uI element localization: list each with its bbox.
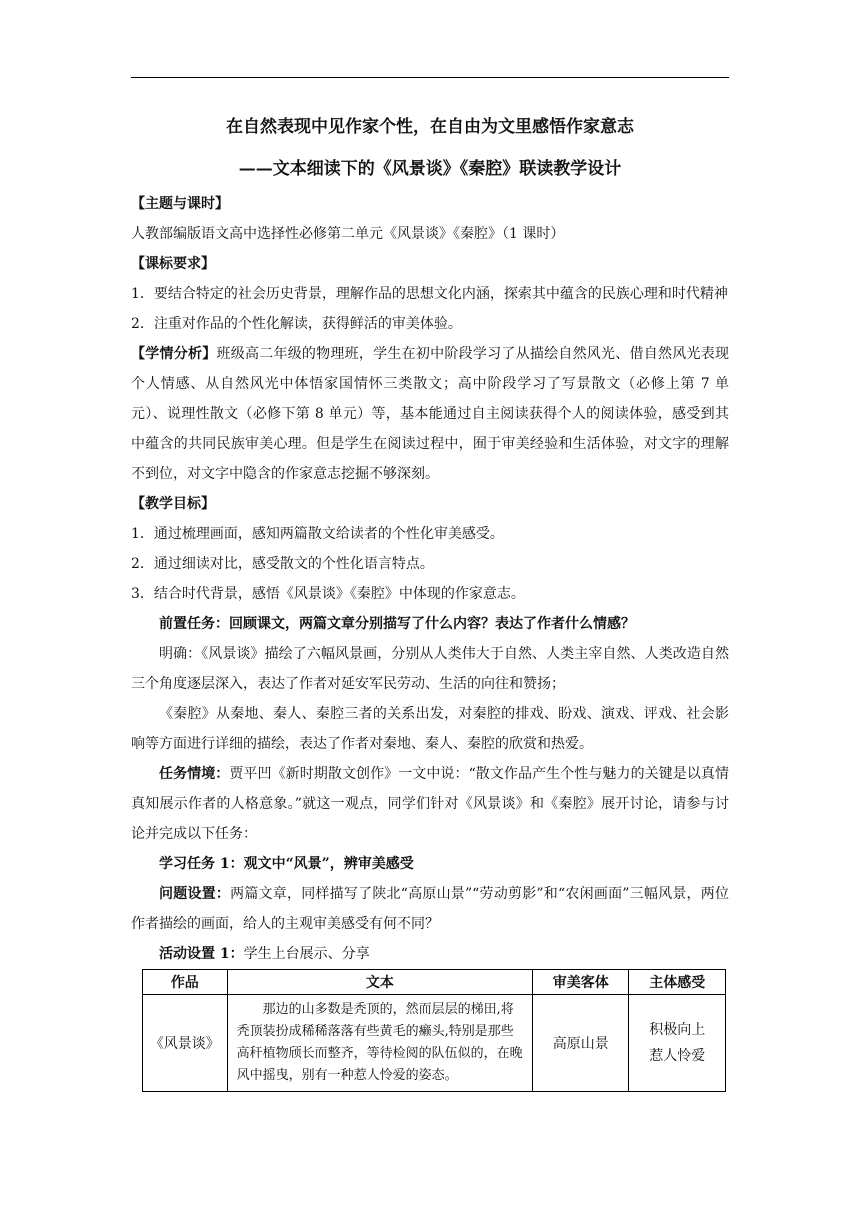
context-paragraph [131, 759, 729, 849]
context-text: 贾平凹《新时期散文创作》一文中说：“散文作品产生个性与魅力的关键是以真情真知展示作者的人格意象。”就这一观点，同学们针对《风景谈》和《秦腔》展开讨论，请参与讨论并完成以下任务： [131, 766, 730, 842]
document-body [131, 112, 729, 1092]
theme-text: 人教部编版语文高中选择性必修第二单元《风景谈》《秦腔》（1 课时） [131, 226, 565, 242]
table-header-row [143, 970, 726, 995]
table-header-work: 作品 [143, 970, 228, 995]
table-cell-text [227, 995, 532, 1092]
table-header-feeling: 主体感受 [629, 970, 726, 995]
pre-task: 前置任务：回顾课文，两篇文章分别描写了什么内容？表达了作者什么情感？ [159, 616, 635, 632]
document-title: 在自然表现中见作家个性，在自由为文里感悟作家意志 [226, 117, 634, 137]
table-header-text: 文本 [227, 970, 532, 995]
question-label: 问题设置： [159, 886, 231, 902]
analysis-text: 班级高二年级的物理班，学生在初中阶段学习了从描绘自然风光、借自然风光表现个人情感、从自然风光中体悟家国情怀三类散文；高中阶段学习了写景散文（必修上第 7 单元）、说理性散文（必修下第 8 单元）等，基本能通过自主阅读获得个人的阅读体验，感受到其中蕴含的共同民族审美心理。但是学生在阅读过程中，囿于审美经验和生活体验，对文字的理解不到位，对文字中隐含的作家意志挖掘不够深刻。 [131, 346, 730, 482]
section-heading-standard: 【课标要求】 [131, 256, 215, 272]
table-row [143, 995, 726, 1092]
table-header-object: 审美客体 [533, 970, 629, 995]
section-heading-theme: 【主题与课时】 [131, 196, 229, 212]
table-cell-feeling [629, 995, 726, 1092]
table-cell-text-content: 那边的山多数是秃顶的，然而层层的梯田,将秃顶装扮成稀稀落落有些黄毛的癞头,特别是那些高秆植物颀长而整齐，等待检阅的队伍似的，在晚风中摇曳，别有一种惹人怜爱的姿态。 [236, 1002, 523, 1083]
section-heading-goals: 【教学目标】 [131, 496, 215, 512]
table-cell-object: 高原山景 [533, 995, 629, 1092]
standard-item-1: 1．要结合特定的社会历史背景，理解作品的思想文化内涵，探索其中蕴含的民族心理和时代精神 [131, 286, 728, 302]
task1-title: 学习任务 1：观文中“风景”，辨审美感受 [159, 856, 414, 872]
goal-item-1: 1．通过梳理画面，感知两篇散文给读者的个性化审美感受。 [131, 526, 504, 542]
question-text: 两篇文章，同样描写了陕北“高原山景”“劳动剪影”和“农闲画面”三幅风景，两位作者描绘的画面，给人的主观审美感受有何不同？ [131, 886, 729, 932]
standard-item-2: 2．注重对作品的个性化解读，获得鲜活的审美体验。 [131, 316, 462, 332]
clarify-paragraph-1: 明确：《风景谈》描绘了六幅风景画，分别从人类伟大于自然、人类主宰自然、人类改造自然三个角度逐层深入，表达了作者对延安军民劳动、生活的向往和赞扬； [131, 646, 729, 692]
section-heading-analysis: 【学情分析】 [131, 346, 217, 362]
feeling-line-2: 惹人怜爱 [649, 1048, 706, 1064]
goal-item-2: 2．通过细读对比，感受散文的个性化语言特点。 [131, 556, 434, 572]
clarify-paragraph-2: 《秦腔》从秦地、秦人、秦腔三者的关系出发，对秦腔的排戏、盼戏、演戏、评戏、社会影响等方面进行详细的描绘，表达了作者对秦地、秦人、秦腔的欣赏和热爱。 [131, 706, 729, 752]
header-rule [131, 77, 729, 78]
feeling-line-1: 积极向上 [649, 1022, 706, 1038]
question-paragraph [131, 879, 729, 939]
activity-label: 活动设置 1： [159, 946, 244, 962]
table-cell-work: 《风景谈》 [143, 995, 228, 1092]
document-subtitle: ——文本细读下的《风景谈》《秦腔》联读教学设计 [238, 159, 622, 179]
activity-text: 学生上台展示、分享 [243, 946, 370, 962]
activity-paragraph [131, 939, 729, 969]
context-label: 任务情境： [159, 766, 230, 782]
analysis-paragraph [131, 339, 729, 489]
goal-item-3: 3．结合时代背景，感悟《风景谈》《秦腔》中体现的作家意志。 [131, 586, 525, 602]
comparison-table [142, 969, 726, 1092]
